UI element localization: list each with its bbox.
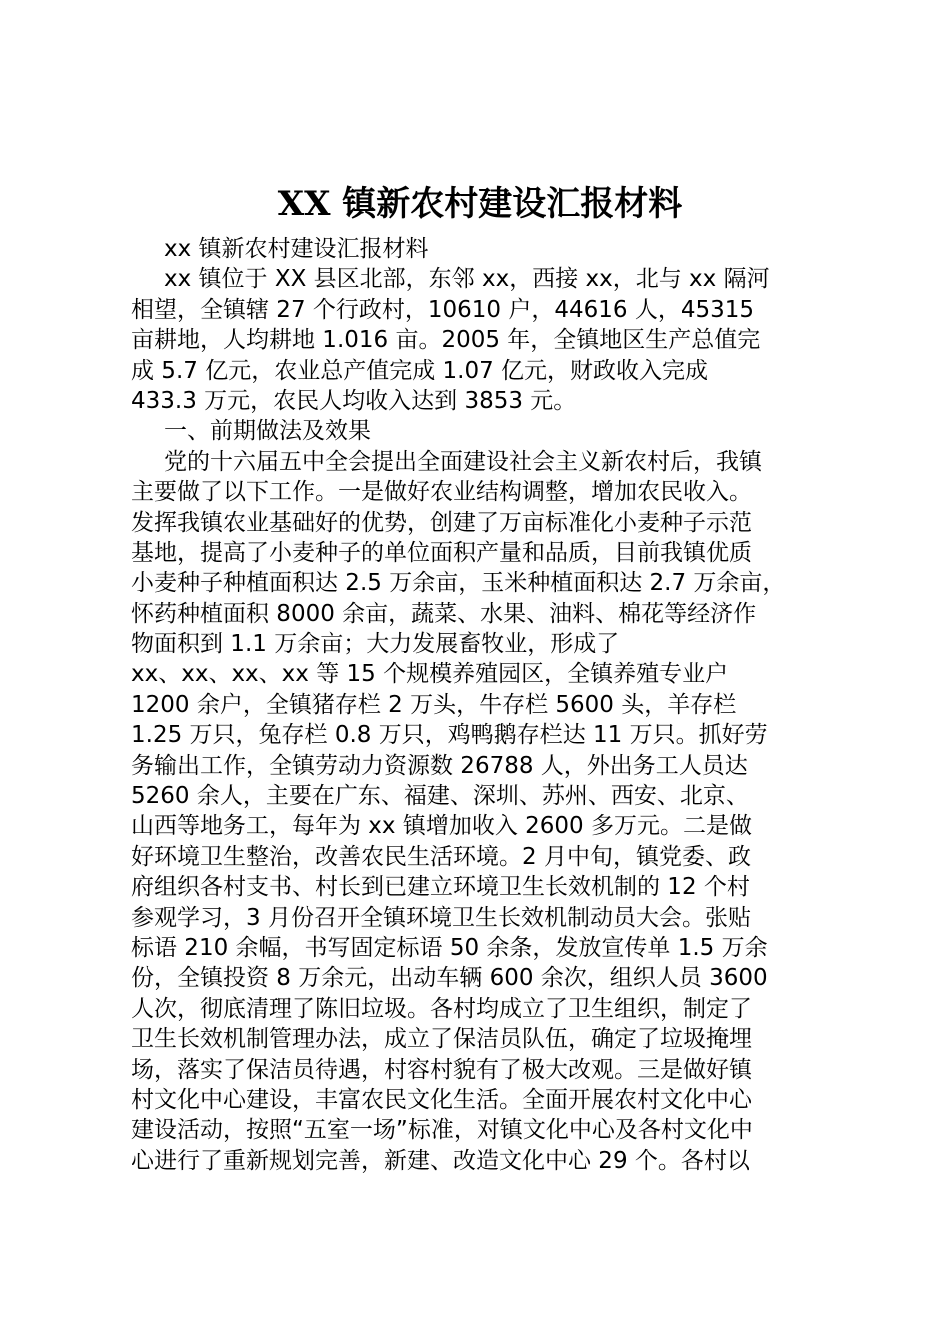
text-line: 发挥我镇农业基础好的优势，创建了万亩标准化小麦种子示范: [131, 509, 752, 536]
text-line: 卫生长效机制管理办法，成立了保洁员队伍，确定了垃圾掩埋: [131, 1026, 752, 1053]
text-line: 建设活动，按照“五室一场”标准，对镇文化中心及各村文化中: [131, 1117, 753, 1144]
text-line: 一、前期做法及效果: [164, 418, 371, 445]
text-line: 成 5.7 亿元，农业总产值完成 1.07 亿元，财政收入完成: [131, 357, 709, 384]
document-title: XX 镇新农村建设汇报材料: [277, 184, 683, 224]
text-line: xx 镇新农村建设汇报材料: [164, 236, 429, 262]
text-line: 山西等地务工，每年为 xx 镇增加收入 2600 多万元。二是做: [131, 813, 752, 840]
text-line: 参观学习，3 月份召开全镇环境卫生长效机制动员大会。张贴: [131, 904, 751, 931]
text-line: xx 镇位于 XX 县区北部，东邻 xx，西接 xx，北与 xx 隔河: [164, 266, 770, 293]
text-line: 基地，提高了小麦种子的单位面积产量和品质，目前我镇优质: [131, 539, 752, 566]
text-line: 小麦种子种植面积达 2.5 万余亩，玉米种植面积达 2.7 万余亩，: [131, 570, 786, 597]
text-line: 村文化中心建设，丰富农民文化生活。全面开展农村文化中心: [131, 1086, 752, 1113]
text-line: 府组织各村支书、村长到已建立环境卫生长效机制的 12 个村: [131, 874, 750, 901]
text-line: 好环境卫生整治，改善农民生活环境。2 月中旬，镇党委、政: [131, 843, 751, 870]
text-line: 1.25 万只，兔存栏 0.8 万只，鸡鸭鹅存栏达 11 万只。抓好劳: [131, 722, 768, 749]
text-line: 相望，全镇辖 27 个行政村，10610 户，44616 人，45315: [131, 296, 755, 323]
text-line: 主要做了以下工作。一是做好农业结构调整，增加农民收入。: [131, 479, 752, 506]
text-line: 物面积到 1.1 万余亩；大力发展畜牧业，形成了: [131, 631, 620, 658]
text-line: 标语 210 余幅，书写固定标语 50 余条，发放宣传单 1.5 万余: [131, 934, 768, 961]
text-line: 人次，彻底清理了陈旧垃圾。各村均成立了卫生组织，制定了: [131, 995, 752, 1022]
text-line: 务输出工作，全镇劳动力资源数 26788 人，外出务工人员达: [131, 752, 748, 779]
text-line: 场，落实了保洁员待遇，村容村貌有了极大改观。三是做好镇: [131, 1056, 752, 1083]
text-line: 1200 余户，全镇猪存栏 2 万头，牛存栏 5600 头，羊存栏: [131, 691, 737, 718]
document-body: [131, 234, 831, 1176]
text-line: 怀药种植面积 8000 余亩，蔬菜、水果、油料、棉花等经济作: [131, 600, 757, 627]
text-line: 5260 余人，主要在广东、福建、深圳、苏州、西安、北京、: [131, 783, 749, 810]
text-line: 亩耕地，人均耕地 1.016 亩。2005 年，全镇地区生产总值完: [131, 327, 761, 354]
text-line: 党的十六届五中全会提出全面建设社会主义新农村后，我镇: [164, 448, 762, 475]
text-line: 份，全镇投资 8 万余元，出动车辆 600 余次，组织人员 3600: [131, 965, 768, 992]
text-line: 433.3 万元，农民人均收入达到 3853 元。: [131, 387, 577, 414]
text-line: 心进行了重新规划完善，新建、改造文化中心 29 个。各村以: [131, 1147, 750, 1174]
text-line: xx、xx、xx、xx 等 15 个规模养殖园区，全镇养殖专业户: [131, 661, 729, 688]
